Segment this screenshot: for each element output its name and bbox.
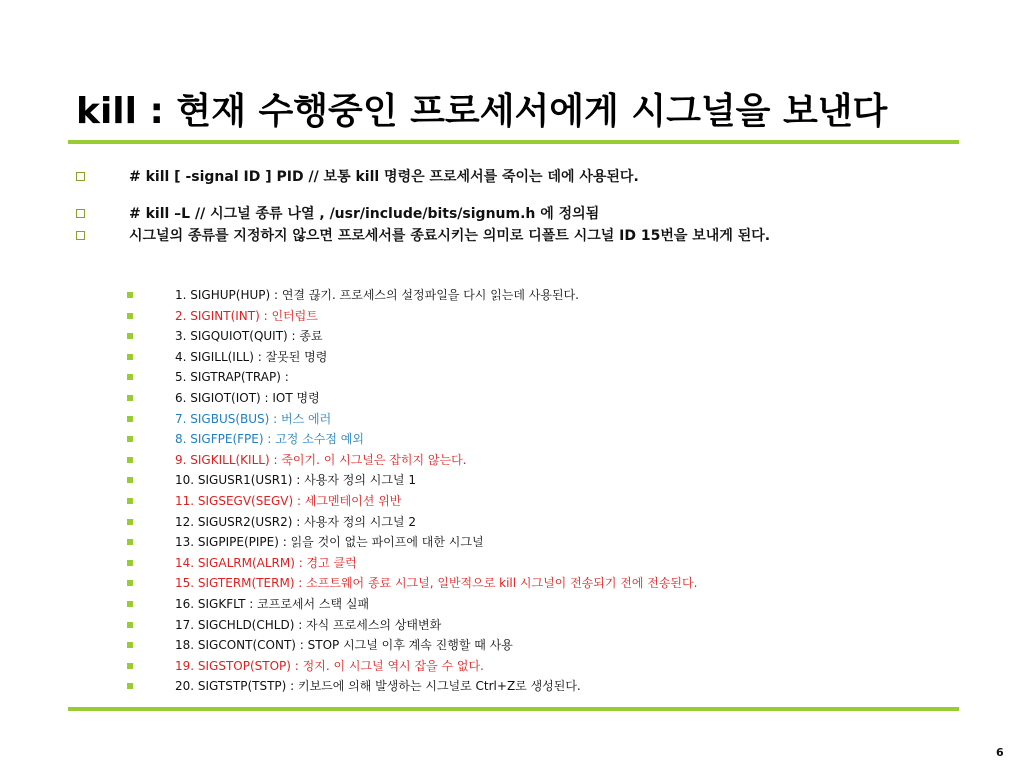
signal-list-item: [127, 532, 947, 553]
signal-text: 5. SIGTRAP(TRAP) :: [175, 370, 289, 385]
signal-text: 6. SIGIOT(IOT) : IOT 명령: [175, 390, 320, 405]
signal-text: 18. SIGCONT(CONT) : STOP 시그널 이후 계속 진행할 때 사용: [175, 638, 513, 653]
square-bullet-icon: [127, 416, 133, 422]
signal-text: 11. SIGSEGV(SEGV) : 세그멘테이션 위반: [175, 493, 402, 508]
signal-list-item: [127, 656, 947, 677]
signal-text: 20. SIGTSTP(TSTP) : 키보드에 의해 발생하는 시그널로 Ctrl+Z로 생성된다.: [175, 679, 581, 694]
footer-bar: [68, 707, 959, 711]
square-bullet-icon: [127, 395, 133, 401]
square-bullet-icon: [127, 313, 133, 319]
square-bullet-icon: [127, 580, 133, 586]
square-bullet-icon: [127, 436, 133, 442]
square-bullet-icon: [127, 457, 133, 463]
signal-text: 14. SIGALRM(ALRM) : 경고 클럭: [175, 555, 357, 570]
square-bullet-icon: [127, 333, 133, 339]
signal-list-item: [127, 470, 947, 491]
signal-list-item: [127, 306, 947, 327]
checkbox-bullet-icon: [76, 209, 85, 218]
signal-text: 17. SIGCHLD(CHLD) : 자식 프로세스의 상태변화: [175, 617, 442, 632]
signal-list-item: [127, 573, 947, 594]
square-bullet-icon: [127, 663, 133, 669]
signal-text: 3. SIGQUIOT(QUIT) : 종료: [175, 329, 323, 344]
signal-list-item: [127, 347, 947, 368]
signal-list-item: [127, 388, 947, 409]
bullet-text: # kill [ -signal ID ] PID // 보통 kill 명령은 프로세서를 죽이는 데에 사용된다.: [129, 169, 639, 185]
signal-list-item: [127, 635, 947, 656]
signal-list-item: [127, 429, 947, 450]
signal-list-item: [127, 285, 947, 306]
signal-list-item: [127, 553, 947, 574]
main-bullet-kill-list: [76, 203, 956, 225]
signal-text: 9. SIGKILL(KILL) : 죽이기. 이 시그널은 잡히지 않는다.: [175, 452, 467, 467]
main-bullet-list: [76, 166, 956, 247]
signal-text: 7. SIGBUS(BUS) : 버스 에러: [175, 411, 332, 426]
checkbox-bullet-icon: [76, 172, 85, 181]
bullet-text: 시그널의 종류를 지정하지 않으면 프로세서를 종료시키는 의미로 디폴트 시그널 ID 15번을 보내게 된다.: [129, 228, 771, 244]
signal-text: 15. SIGTERM(TERM) : 소프트웨어 종료 시그널, 일반적으로 kill 시그널이 전송되기 전에 전송된다.: [175, 576, 698, 591]
page-number: 6: [996, 746, 1004, 759]
main-bullet-default-signal: [76, 225, 956, 247]
signal-list-item: [127, 409, 947, 430]
signal-list-item: [127, 594, 947, 615]
signal-text: 16. SIGKFLT : 코프로세서 스택 실패: [175, 596, 370, 611]
signal-list-item: [127, 326, 947, 347]
square-bullet-icon: [127, 519, 133, 525]
slide-title: kill : 현재 수행중인 프로세서에게 시그널을 보낸다: [76, 91, 888, 132]
signal-list-item: [127, 676, 947, 697]
signal-text: 8. SIGFPE(FPE) : 고정 소수점 예외: [175, 432, 364, 447]
signal-text: 12. SIGUSR2(USR2) : 사용자 정의 시그널 2: [175, 514, 416, 529]
square-bullet-icon: [127, 354, 133, 360]
signal-text: 4. SIGILL(ILL) : 잘못된 명령: [175, 349, 328, 364]
signal-text: 19. SIGSTOP(STOP) : 정지. 이 시그널 역시 잡을 수 없다.: [175, 658, 484, 673]
square-bullet-icon: [127, 539, 133, 545]
square-bullet-icon: [127, 642, 133, 648]
signal-list-item: [127, 615, 947, 636]
square-bullet-icon: [127, 477, 133, 483]
square-bullet-icon: [127, 683, 133, 689]
square-bullet-icon: [127, 560, 133, 566]
signal-list-item: [127, 491, 947, 512]
signal-text: 13. SIGPIPE(PIPE) : 읽을 것이 없는 파이프에 대한 시그널: [175, 535, 484, 550]
signal-list: [127, 285, 947, 697]
signal-text: 1. SIGHUP(HUP) : 연결 끊기. 프로세스의 설정파일을 다시 읽는데 사용된다.: [175, 288, 579, 302]
square-bullet-icon: [127, 374, 133, 380]
bullet-text: # kill –L // 시그널 종류 나열 , /usr/include/bits/signum.h 에 정의됨: [129, 206, 600, 222]
square-bullet-icon: [127, 292, 133, 298]
square-bullet-icon: [127, 622, 133, 628]
signal-list-item: [127, 512, 947, 533]
signal-text: 10. SIGUSR1(USR1) : 사용자 정의 시그널 1: [175, 473, 416, 488]
square-bullet-icon: [127, 601, 133, 607]
square-bullet-icon: [127, 498, 133, 504]
checkbox-bullet-icon: [76, 231, 85, 240]
main-bullet-kill-syntax: [76, 166, 956, 188]
signal-list-item: [127, 367, 947, 388]
title-underline-bar: [68, 140, 959, 144]
signal-text: 2. SIGINT(INT) : 인터럽트: [175, 308, 318, 323]
signal-list-item: [127, 450, 947, 471]
